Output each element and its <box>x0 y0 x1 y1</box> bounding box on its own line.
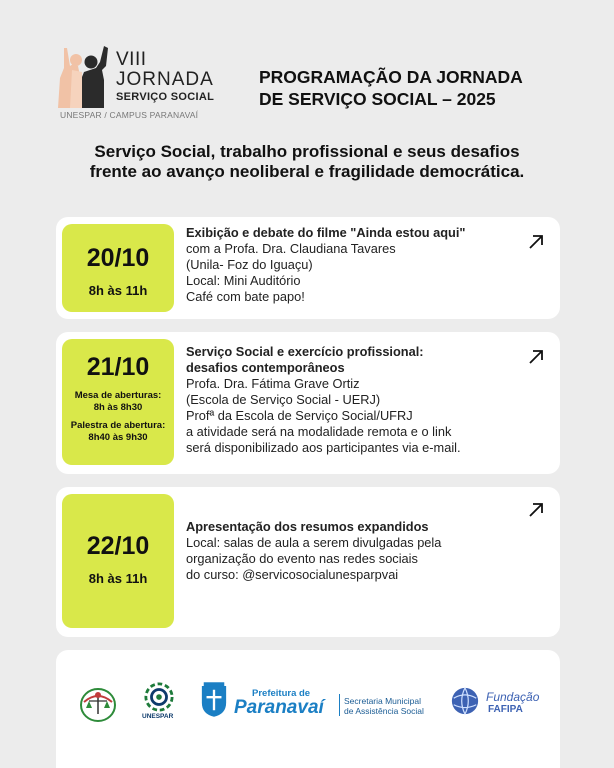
event-line: Local: salas de aula a serem divulgadas pela <box>186 535 442 550</box>
event-line: Profª da Escola de Serviço Social/UFRJ <box>186 408 413 423</box>
sponsors-footer <box>56 650 560 768</box>
event-line: Profa. Dra. Fátima Grave Ortiz <box>186 376 360 391</box>
event-details <box>186 344 461 456</box>
prefeitura-crest-icon <box>200 682 228 718</box>
page-title-line2: DE SERVIÇO SOCIAL – 2025 <box>259 89 496 109</box>
arrow-up-right-icon[interactable] <box>528 234 544 250</box>
secretaria-label-line2: de Assistência Social <box>344 706 424 716</box>
footer-divider <box>339 694 340 716</box>
event-line: organização do evento nas redes sociais <box>186 551 418 566</box>
scales-emblem-icon <box>78 684 118 724</box>
event-time-value: 8h às 8h30 <box>93 402 143 413</box>
event-title: desafios contemporâneos <box>186 360 345 375</box>
event-title: Exibição e debate do filme "Ainda estou aqui" <box>186 225 466 240</box>
event-line: do curso: @servicosocialunesparpvai <box>186 567 399 582</box>
event-line: (Unila- Foz do Iguaçu) <box>186 257 313 272</box>
event-time-value: 8h40 às 9h30 <box>88 432 148 443</box>
logo-jornada: JORNADA <box>116 69 214 90</box>
jornada-figures-icon <box>58 46 112 108</box>
page-title <box>259 66 579 110</box>
event-card-22-10[interactable] <box>56 487 560 637</box>
fafipa-label: FAFIPA <box>488 704 523 715</box>
event-line: (Escola de Serviço Social - UERJ) <box>186 392 381 407</box>
event-line: a atividade será na modalidade remota e o link <box>186 424 452 439</box>
secretaria-label-line1: Secretaria Municipal <box>344 696 422 706</box>
unespar-emblem-icon <box>144 682 174 712</box>
logo-edition: VIII <box>116 49 147 70</box>
event-time: 8h às 11h <box>88 571 148 586</box>
page-title-line1: PROGRAMAÇÃO DA JORNADA <box>259 67 523 87</box>
paranavai-label: Paranavaí <box>234 697 324 718</box>
event-line: Local: Mini Auditório <box>186 273 301 288</box>
logo-campus: UNESPAR / CAMPUS PARANAVAÍ <box>60 110 199 120</box>
prefeitura-label: Prefeitura de <box>252 688 311 699</box>
event-title: Apresentação dos resumos expandidos <box>186 519 429 534</box>
event-time-label: Mesa de aberturas: <box>74 390 162 401</box>
date-badge <box>62 224 174 312</box>
event-line: será disponibilizado aos participantes via e-mail. <box>186 440 461 455</box>
event-details <box>186 225 466 305</box>
event-card-20-10[interactable] <box>56 217 560 319</box>
event-line: com a Profa. Dra. Claudiana Tavares <box>186 241 396 256</box>
event-time: 8h às 11h <box>88 283 148 298</box>
subtitle-line2: frente ao avanço neoliberal e fragilidade democrática. <box>89 162 525 181</box>
jornada-logo <box>58 44 228 124</box>
unespar-label: UNESPAR <box>142 713 174 720</box>
subtitle-line1: Serviço Social, trabalho profissional e seus desafios <box>94 142 520 161</box>
event-date: 20/10 <box>86 244 150 272</box>
fundacao-label: Fundação <box>486 690 540 704</box>
fafipa-globe-icon <box>450 686 480 716</box>
theme-subtitle <box>30 142 584 182</box>
logo-servico-social: SERVIÇO SOCIAL <box>116 91 215 103</box>
event-details <box>186 519 441 583</box>
event-title: Serviço Social e exercício profissional: <box>186 344 424 359</box>
event-date: 21/10 <box>86 353 150 381</box>
event-time-label: Palestra de abertura: <box>70 420 166 431</box>
event-date: 22/10 <box>86 532 150 560</box>
event-line: Café com bate papo! <box>186 289 305 304</box>
arrow-up-right-icon[interactable] <box>528 349 544 365</box>
date-badge <box>62 494 174 628</box>
event-card-21-10[interactable] <box>56 332 560 474</box>
arrow-up-right-icon[interactable] <box>528 502 544 518</box>
date-badge <box>62 339 174 465</box>
